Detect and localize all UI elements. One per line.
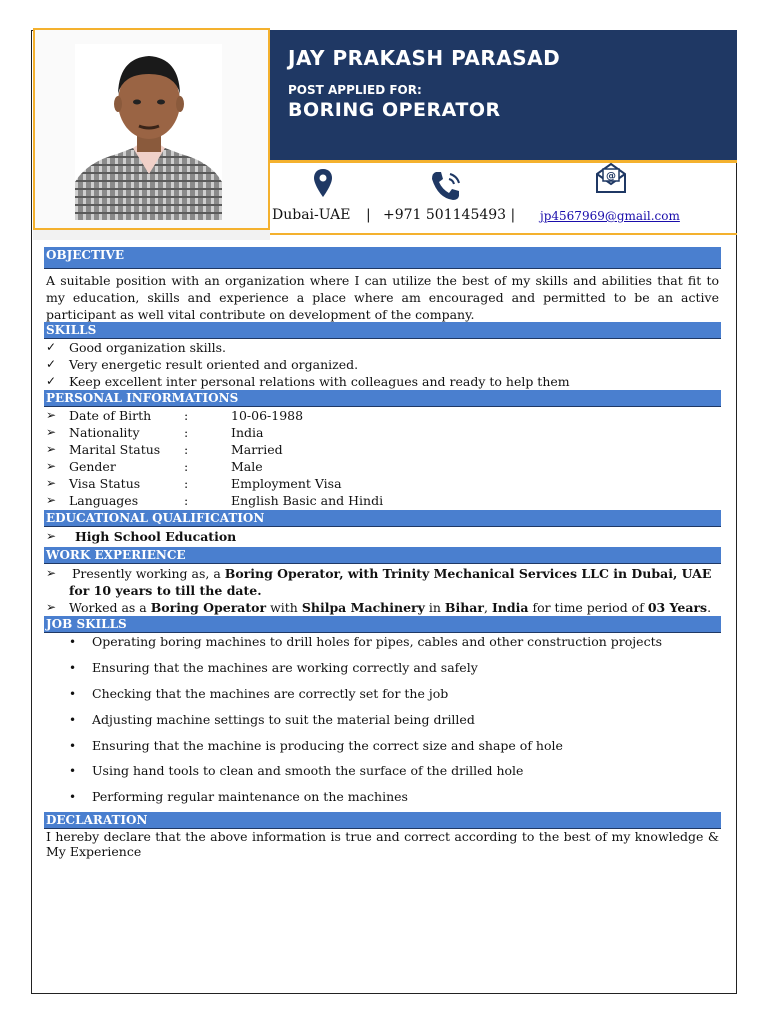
personal-value-languages: English Basic and Hindi [231,493,384,508]
contact-separator: | [366,207,371,223]
phone-icon [430,170,462,206]
work-item-2-text: , [484,600,492,615]
personal-colon: : [184,493,189,508]
section-declaration: DECLARATION [44,812,721,829]
photo-shadow [33,230,270,240]
declaration-text: I hereby declare that the above information is true and correct according to the best of my knowledge & My Experience [46,829,719,859]
job-skill-item: Using hand tools to clean and smooth the surface of the drilled hole [92,763,524,778]
work-item-2-text: in [424,600,445,615]
work-item-2-duration: 03 Years [647,600,708,615]
bullet-dot-icon: • [69,687,77,701]
personal-colon: : [184,408,189,423]
job-skill-item: Ensuring that the machines are working correctly and safely [92,660,478,675]
personal-colon: : [184,459,189,474]
contact-phone: +971 501145493 | [383,207,516,223]
personal-label-nationality: Nationality [69,425,140,440]
bullet-dot-icon: • [69,635,77,649]
check-icon: ✓ [46,340,57,354]
section-job-skills: JOB SKILLS [44,616,721,633]
contact-email-link[interactable]: jp4567969@gmail.com [540,209,680,223]
job-skill-item: Checking that the machines are correctly set for the job [92,686,449,701]
skill-item: Very energetic result oriented and organized. [69,357,359,372]
post-applied-label: POST APPLIED FOR: [288,83,422,97]
email-envelope-icon [595,162,627,198]
personal-value-marital: Married [231,442,283,457]
personal-label-gender: Gender [69,459,116,474]
personal-label-visa: Visa Status [69,476,141,491]
work-item-1 [72,565,711,582]
work-item-1-text: Presently working as, a [72,566,225,581]
arrow-bullet-icon: ➢ [46,476,57,490]
contact-divider [270,233,737,235]
arrow-bullet-icon: ➢ [46,442,57,456]
personal-colon: : [184,425,189,440]
svg-text:@: @ [606,171,616,182]
skill-item: Keep excellent inter personal relations with colleagues and ready to help them [69,374,570,389]
objective-text: A suitable position with an organization where I can utilize the best of my skills and abilities that fit to my education, skills and experience a place where am encouraged and permitted to be an active participant as well vital contribute on development of the company. [46,273,719,322]
work-item-2-text: Worked as a [69,600,151,615]
personal-colon: : [184,476,189,491]
section-objective: OBJECTIVE [44,247,721,269]
work-item-2-country: India [491,600,529,615]
work-item-2-company: Shilpa Machinery [301,600,425,615]
section-skills: SKILLS [44,322,721,339]
personal-label-dob: Date of Birth [69,408,152,423]
arrow-bullet-icon: ➢ [46,459,57,473]
work-item-2-state: Bihar [444,600,484,615]
work-item-2-text: with [266,600,302,615]
work-item-2-role: Boring Operator [150,600,267,615]
personal-colon: : [184,442,189,457]
arrow-bullet-icon: ➢ [46,408,57,422]
arrow-bullet-icon: ➢ [46,425,57,439]
arrow-bullet-icon: ➢ [46,600,57,614]
work-item-2 [69,599,711,616]
work-item-1-bold: Boring Operator, with Trinity Mechanical Services LLC in Dubai, UAE [224,566,712,581]
skill-item: Good organization skills. [69,340,226,355]
personal-value-gender: Male [231,459,263,474]
job-skill-item: Operating boring machines to drill holes for pipes, cables and other construction projects [92,634,663,649]
personal-label-languages: Languages [69,493,139,508]
candidate-name: JAY PRAKASH PARASAD [288,46,561,70]
section-personal-info: PERSONAL INFORMATIONS [44,390,721,407]
contact-location: Dubai-UAE [272,207,351,223]
bullet-dot-icon: • [69,661,77,675]
bullet-dot-icon: • [69,739,77,753]
bullet-dot-icon: • [69,713,77,727]
work-item-1-continued: for 10 years to till the date. [69,583,262,598]
check-icon: ✓ [46,357,57,371]
profile-photo [75,44,222,220]
check-icon: ✓ [46,374,57,388]
education-item: High School Education [75,529,237,544]
post-applied-value: BORING OPERATOR [288,99,501,121]
personal-value-visa: Employment Visa [231,476,342,491]
arrow-bullet-icon: ➢ [46,493,57,507]
job-skill-item: Adjusting machine settings to suit the material being drilled [92,712,475,727]
personal-value-nationality: India [231,425,264,440]
section-education: EDUCATIONAL QUALIFICATION [44,510,721,527]
work-item-2-text: . [707,600,712,615]
arrow-bullet-icon: ➢ [46,529,57,543]
section-work-experience: WORK EXPERIENCE [44,547,721,564]
bullet-dot-icon: • [69,790,77,804]
personal-value-dob: 10-06-1988 [231,408,304,423]
arrow-bullet-icon: ➢ [46,566,57,580]
job-skill-item: Performing regular maintenance on the machines [92,789,408,804]
job-skill-item: Ensuring that the machine is producing the correct size and shape of hole [92,738,563,753]
personal-label-marital: Marital Status [69,442,161,457]
bullet-dot-icon: • [69,764,77,778]
location-pin-icon [313,168,333,202]
work-item-2-text: for time period of [528,600,648,615]
